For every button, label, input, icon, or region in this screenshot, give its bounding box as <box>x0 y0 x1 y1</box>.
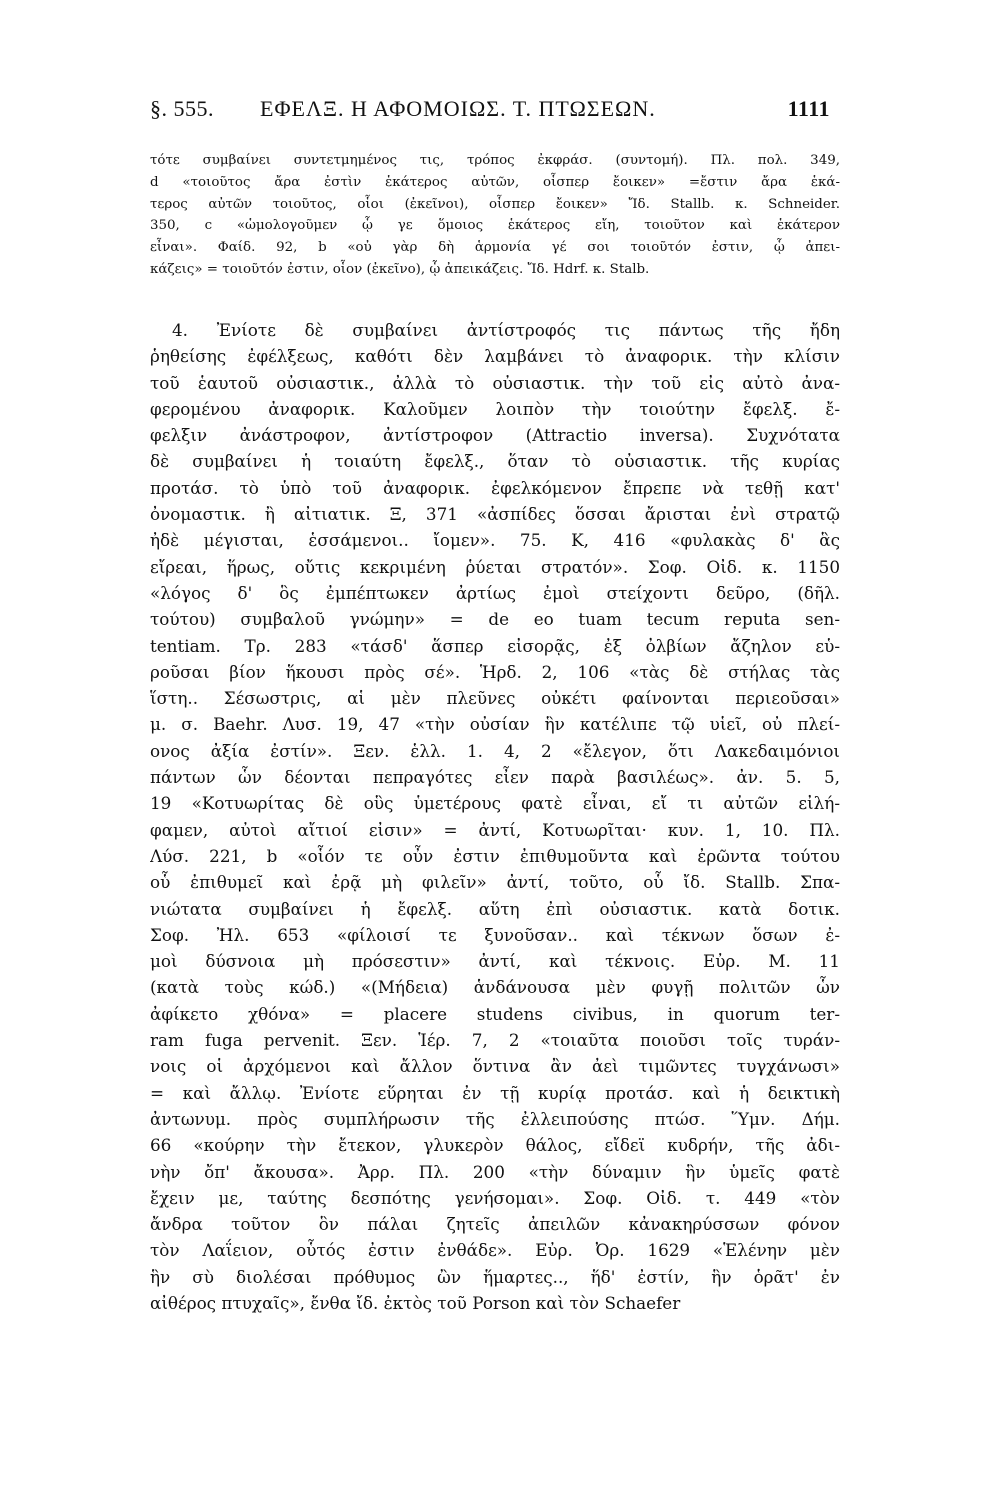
text-line: εἴρεαι, ἥρως, οὔτις κεκριμένη ῥύεται στρατόν». Σοφ. Οἰδ. κ. 1150 <box>150 556 840 577</box>
text-line: ram fuga pervenit. Ξεν. Ἱέρ. 7, 2 «τοιαῦτα ποιοῦσι τοῖς τυράν- <box>150 1030 840 1051</box>
text-line: ῥηθείσης ἐφέλξεως, καθότι δὲν λαμβάνει τὸ ἀναφορικ. τὴν κλίσιν <box>150 346 840 367</box>
text-line: ἀφίκετο χθόνα» = placere studens civibus, in quorum ter- <box>150 1003 840 1024</box>
text-line: (κατὰ τοὺς κώδ.) «(Μήδεια) ἁνδάνουσα μὲν φυγῇ πολιτῶν ὧν <box>150 977 840 998</box>
text-line: αἰθέρος πτυχαῖς», ἔνθα ἴδ. ἐκτὸς τοῦ Porson καὶ τὸν Schaefer <box>150 1292 681 1313</box>
footnote-line: τερος αὐτῶν τοιοῦτος, οἷοι (ἐκεῖνοι), οἷσπερ ἔοικεν» Ἴδ. Stallb. κ. Schneider. <box>150 196 840 212</box>
footnote-line: εἶναι». Φαίδ. 92, b «οὐ γὰρ δὴ ἁρμονία γέ σοι τοιοῦτόν ἐστιν, ᾧ ἀπει- <box>150 240 840 256</box>
text-line: ἣν σὺ διολέσαι πρόθυμος ὢν ἥμαρτες.., ἥδ' ἐστίν, ἣν ὁρᾶτ' ἐν <box>150 1266 840 1287</box>
text-line: = καὶ ἄλλῳ. Ἐνίοτε εὕρηται ἐν τῇ κυρίᾳ προτάσ. καὶ ἡ δεικτικὴ <box>150 1082 840 1103</box>
footnote-line: d «τοιοῦτος ἄρα ἐστὶν ἑκάτερος αὐτῶν, οἷσπερ ἔοικεν» =ἔστιν ἄρα ἑκά- <box>150 174 840 190</box>
footnote-line: 350, c «ὡμολογοῦμεν ᾧ γε ὅμοιος ἑκάτερος εἴη, τοιοῦτον καὶ ἑκάτερον <box>150 218 840 234</box>
text-line: 4. Ἐνίοτε δὲ συμβαίνει ἀντίστροφός τις πάντως τῆς ἤδη <box>172 320 840 340</box>
text-line: Λύσ. 221, b «οἷόν τε οὖν ἐστιν ἐπιθυμοῦντα καὶ ἐρῶντα τούτου <box>150 845 840 866</box>
text-line: 66 «κούρην τὴν ἔτεκον, γλυκερὸν θάλος, εἴδεϊ κυδρήν, τῆς ἀδι- <box>150 1135 840 1156</box>
text-line: ὀνομαστικ. ἢ αἰτιατικ. Ξ, 371 «ἀσπίδες ὅσσαι ἄρισται ἐνὶ στρατῷ <box>150 504 840 525</box>
text-line: ροῦσαι βίον ἥκουσι πρὸς σέ». Ἡρδ. 2, 106 «τὰς δὲ στήλας τὰς <box>150 661 840 682</box>
text-line: προτάσ. τὸ ὑπὸ τοῦ ἀναφορικ. ἐφελκόμενον ἔπρεπε νὰ τεθῇ κατ' <box>150 477 840 498</box>
text-line: φαμεν, αὐτοὶ αἴτιοί εἰσιν» = ἀντί, Κοτυωρῖται· κυν. 1, 10. Πλ. <box>150 819 840 840</box>
text-line: 19 «Κοτυωρίτας δὲ οὓς ὑμετέρους φατὲ εἶναι, εἴ τι αὐτῶν εἰλή- <box>150 793 840 814</box>
text-line: ἠδὲ μέγισται, ἑσσάμενοι.. ἴομεν». 75. Κ, 416 «φυλακὰς δ' ἃς <box>150 530 840 551</box>
footnote-line: κάζεις» = τοιοῦτόν ἐστιν, οἷον (ἐκεῖνο), ᾧ ἀπεικάζεις. Ἴδ. Hdrf. κ. Stalb. <box>150 261 650 277</box>
text-line: νοις οἱ ἀρχόμενοι καὶ ἄλλον ὅντινα ἂν ἀεὶ τιμῶντες τυγχάνωσι» <box>150 1056 840 1077</box>
text-line: ἔχειν με, ταύτης δεσπότης γενήσομαι». Σοφ. Οἰδ. τ. 449 «τὸν <box>150 1187 840 1208</box>
text-line: ἄνδρα τοῦτον ὃν πάλαι ζητεῖς ἀπειλῶν κἀνακηρύσσων φόνον <box>150 1214 840 1235</box>
text-line: μοὶ δύσνοια μὴ πρόσεστιν» ἀντί, καὶ τέκνοις. Εὐρ. Μ. 11 <box>150 951 840 972</box>
text-line: πάντων ὧν δέονται πεπραγότες εἶεν παρὰ βασιλέως». ἀν. 5. 5, <box>150 767 840 788</box>
text-line: «λόγος δ' ὃς ἐμπέπτωκεν ἀρτίως ἐμοὶ στείχοντι δεῦρο, (δῆλ. <box>150 582 840 603</box>
text-line: τὸν Λαΐειον, οὗτός ἐστιν ἐνθάδε». Εὐρ. Ὀρ. 1629 «Ἑλένην μὲν <box>150 1240 840 1261</box>
section-number: §. 555. <box>150 96 214 121</box>
footnote-block <box>150 150 840 281</box>
paragraph-4 <box>150 317 840 1316</box>
text-line: ἵστη.. Σέσωστρις, αἱ μὲν πλεῦνες οὐκέτι φαίνονται περιεοῦσαι» <box>150 688 840 709</box>
text-line: ἀντωνυμ. πρὸς συμπλήρωσιν τῆς ἐλλειπούσης πτώσ. Ὕμν. Δήμ. <box>150 1108 840 1129</box>
text-line: ονος ἀξία ἐστίν». Ξεν. ἑλλ. 1. 4, 2 «ἔλεγον, ὅτι Λακεδαιμόνιοι <box>150 740 840 761</box>
text-line: οὗ ἐπιθυμεῖ καὶ ἐρᾷ μὴ φιλεῖν» ἀντί, τοῦτο, οὗ ἴδ. Stallb. Σπα- <box>150 872 840 893</box>
text-line: φελξιν ἀνάστροφον, ἀντίστροφον (Attractio inversa). Συχνότατα <box>150 425 840 446</box>
text-line: τοῦ ἑαυτοῦ οὐσιαστικ., ἀλλὰ τὸ οὐσιαστικ. τὴν τοῦ εἰς αὐτὸ ἀνα- <box>150 372 840 393</box>
text-line: τούτου) συμβαλοῦ γνώμην» = de eo tuam tecum reputa sen- <box>150 609 840 630</box>
text-line: μ. σ. Baehr. Λυσ. 19, 47 «τὴν οὐσίαν ἣν κατέλιπε τῷ υἱεῖ, οὐ πλεί- <box>150 714 840 735</box>
text-line: νιώτατα συμβαίνει ἡ ἔφελξ. αὕτη ἐπὶ οὐσιαστικ. κατὰ δοτικ. <box>150 898 840 919</box>
text-line: φερομένου ἀναφορικ. Καλοῦμεν λοιπὸν τὴν τοιούτην ἔφελξ. ἔ- <box>150 398 840 419</box>
text-line: Σοφ. Ἠλ. 653 «φίλοισί τε ξυνοῦσαν.. καὶ τέκνων ὅσων ἐ- <box>150 924 840 945</box>
running-title: ΕΦΕΛΞ. Η ΑΦΟΜΟΙΩΣ. Τ. ΠΤΩΣΕΩΝ. <box>260 96 656 121</box>
footnote-line: τότε συμβαίνει συντετμημένος τις, τρόπος ἐκφράσ. (συντομή). Πλ. πολ. 349, <box>150 153 840 168</box>
running-header <box>150 96 830 136</box>
text-line: νὴν ὄπ' ἄκουσα». Ἀρρ. Πλ. 200 «τὴν δύναμιν ἣν ὑμεῖς φατὲ <box>150 1161 840 1182</box>
text-line: δὲ συμβαίνει ἡ τοιαύτη ἔφελξ., ὅταν τὸ οὐσιαστικ. τῆς κυρίας <box>150 451 840 472</box>
text-line: tentiam. Τρ. 283 «τάσδ' ἅσπερ εἰσορᾷς, ἐξ ὀλβίων ἄζηλον εὑ- <box>150 635 840 656</box>
page-number: 1111 <box>787 96 830 121</box>
